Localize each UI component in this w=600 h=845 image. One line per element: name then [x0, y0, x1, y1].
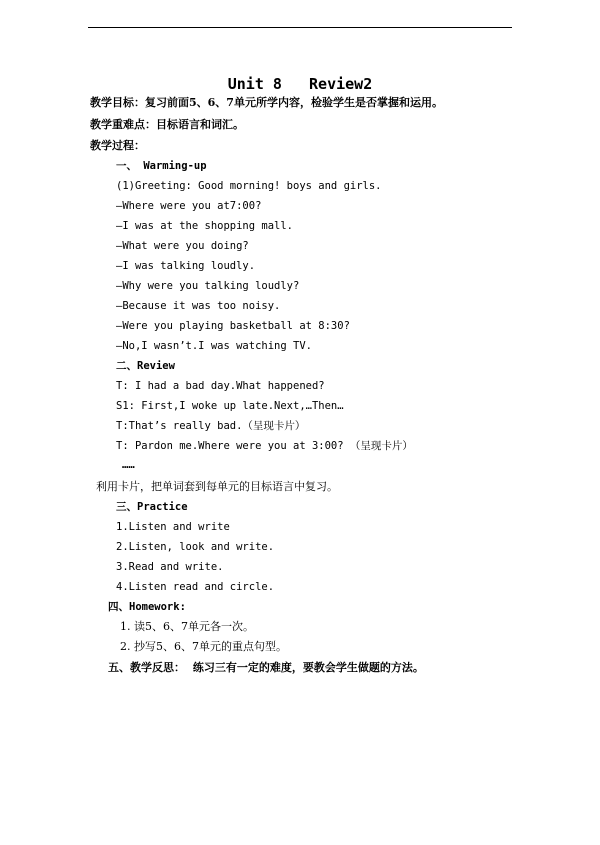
warmup-heading: 一、 Warming-up: [116, 160, 207, 172]
practice-item: 2.Listen, look and write.: [116, 541, 275, 553]
reflection-line: [108, 661, 424, 675]
review-line: T: Pardon me.Where were you at 3:00? （呈现卡片）: [116, 440, 413, 452]
key-points: 教学重难点：目标语言和词汇。: [90, 118, 244, 131]
warmup-line: —No,I wasn’t.I was watching TV.: [116, 340, 312, 352]
practice-item: 4.Listen read and circle.: [116, 581, 275, 593]
practice-item: 3.Read and write.: [116, 561, 224, 573]
teaching-objective: 教学目标：复习前面5、6、7单元所学内容，检验学生是否掌握和运用。: [90, 96, 443, 109]
practice-heading: 三、Practice: [116, 501, 188, 513]
reflection-heading: 五、教学反思：: [108, 661, 185, 674]
reflection-text: 练习三有一定的难度，要教会学生做题的方法。: [192, 661, 424, 674]
practice-item: 1.Listen and write: [116, 521, 230, 533]
warmup-line: —Were you playing basketball at 8:30?: [116, 320, 350, 332]
homework-heading: 四、Homework:: [108, 601, 186, 613]
review-ellipsis: ……: [122, 459, 135, 471]
warmup-line: —I was at the shopping mall.: [116, 220, 294, 232]
process-label: 教学过程：: [90, 139, 145, 152]
warmup-line: —Why were you talking loudly?: [116, 280, 300, 292]
review-heading: 二、Review: [116, 360, 175, 372]
warmup-line: —I was talking loudly.: [116, 260, 256, 272]
warmup-line: —Where were you at7:00?: [116, 200, 262, 212]
warmup-line: —Because it was too noisy.: [116, 300, 281, 312]
header-rule: [88, 27, 512, 28]
page-title: Unit 8 Review2: [227, 75, 373, 93]
review-note: 利用卡片，把单词套到每单元的目标语言中复习。: [96, 480, 338, 493]
review-line: S1: First,I woke up late.Next,…Then…: [116, 400, 344, 412]
homework-item: 2. 抄写5、6、7单元的重点句型。: [120, 640, 287, 653]
warmup-line: (1)Greeting: Good morning! boys and girls.: [116, 180, 382, 192]
homework-item: 1. 读5、6、7单元各一次。: [120, 620, 254, 633]
review-line: T: I had a bad day.What happened?: [116, 380, 325, 392]
review-line: T:That’s really bad.（呈现卡片）: [116, 420, 306, 432]
warmup-line: —What were you doing?: [116, 240, 249, 252]
